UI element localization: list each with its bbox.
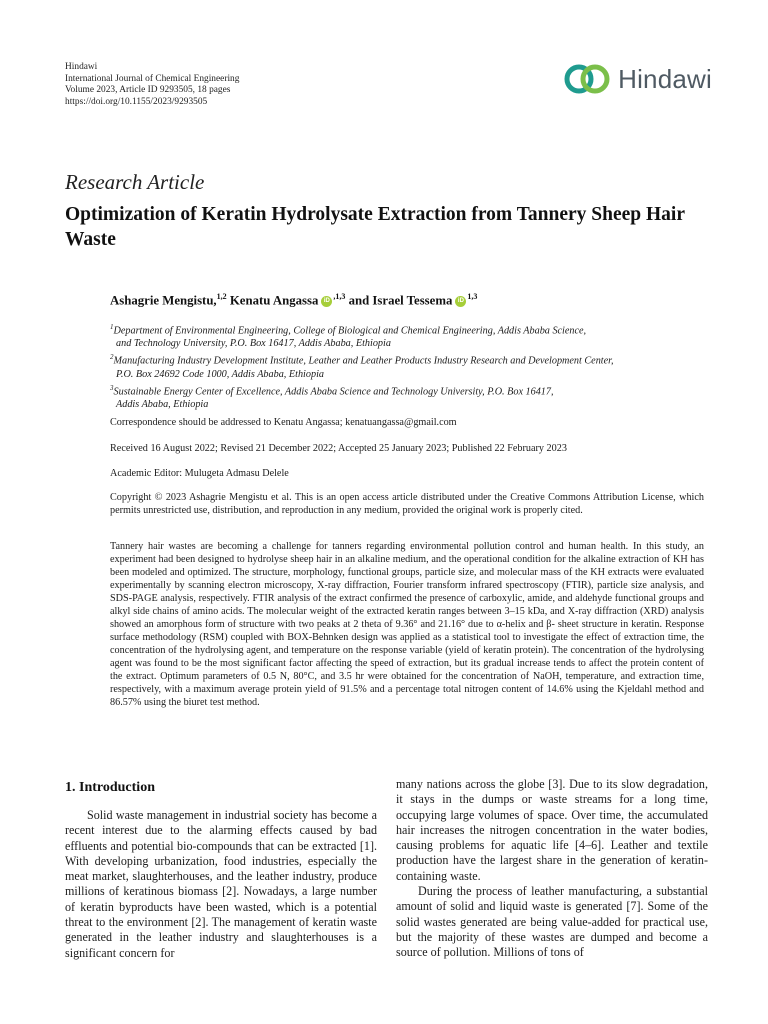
orcid-icon[interactable]: iD xyxy=(321,296,332,307)
article-type: Research Article xyxy=(65,170,205,194)
affiliation-text: Manufacturing Industry Development Institute, Leather and Leather Products Industry Research and Development Center, xyxy=(113,355,614,367)
affiliation-text: Department of Environmental Engineering, College of Biological and Chemical Engineering, Addis Ababa Science, xyxy=(113,325,587,337)
academic-editor: Academic Editor: Mulugeta Admasu Delele xyxy=(110,468,289,479)
affiliation xyxy=(110,382,720,411)
author-affil-ref: ,1,3 xyxy=(333,292,346,301)
affiliation xyxy=(110,321,720,350)
author-name: and Israel Tessema xyxy=(348,293,453,308)
journal-name: International Journal of Chemical Engineering xyxy=(65,73,240,84)
section-heading: 1. Introduction xyxy=(65,780,155,795)
logo-text: Hindawi xyxy=(618,63,712,94)
author-list xyxy=(110,292,477,308)
hindawi-logo xyxy=(562,62,712,96)
paragraph: many nations across the globe [3]. Due to its slow degradation, it stays in the dumps or waste streams for a long time, occupying large volumes of space. Over time, the accumulated hair increases the nitrogen concentration in the water bodies, causing problems for aquatic life [4–6]. Leather and textile production have the largest share in the generation of keratin-containing waste. xyxy=(396,777,708,883)
abstract-text: Tannery hair wastes are becoming a challenge for tanners regarding environmental pollution control and human health. In this study, an experiment had been designed to hydrolyse sheep hair in an alkaline medium, and the operational condition for the alkaline extraction of KH has been modeled and optimized. The structure, morphology, functional groups, particle size, and molecular mass of the KH extracts were evaluated experimentally by scanning electron microscopy, X-ray diffraction, Fourier transform infrared spectroscopy (FTIR), particle size analysis, and SDS-PAGE analysis, respectively. FTIR analysis of the extract confirmed the presence of carboxylic, amide, and aldehyde functional groups and alkyl side chains of amino acids. The molecular weight of the extracted keratin ranges between 3–15 kDa, and X-ray diffraction (XRD) analysis showed an amorphous form of structure with two peaks at 2 theta of 9.36° and 21.16° due to α-helix and β- sheet structure in keratin. Response surface methodology (RSM) coupled with BOX-Behnken design was applied as a statistical tool to investigate the effect of extraction time, the concentration of the hydrolysing agent, and temperature on the response variable (yield of keratin protein). The concentration of the hydrolysing agent was found to be the most significant factor affecting the speed of extraction, but its gradual increase tends to affect the protein content of the extract. Optimum parameters of 0.5 N, 80°C, and 3.5 hr were obtained for the concentration of NaOH, temperature, and extraction time, respectively, with a maximum average protein yield of 91.5% and a percentage total nitrogen content of 14.6% using the Kjeldahl method and 86.57% using the biuret test method. xyxy=(110,541,704,708)
affiliation xyxy=(110,351,720,380)
page-title: Optimization of Keratin Hydrolysate Extraction from Tannery Sheep Hair Waste xyxy=(65,204,685,250)
journal-meta xyxy=(65,62,239,108)
volume-info: Volume 2023, Article ID 9293505, 18 pages xyxy=(65,85,231,96)
affiliation-number: 3 xyxy=(110,383,114,392)
affiliation-number: 2 xyxy=(110,353,114,362)
orcid-icon[interactable]: iD xyxy=(455,296,466,307)
affiliation-number: 1 xyxy=(110,323,114,331)
left-column xyxy=(65,808,377,961)
author-affil-ref: 1,3 xyxy=(467,292,478,301)
publication-dates: Received 16 August 2022; Revised 21 December 2022; Accepted 25 January 2023; Published 22 February 2023 xyxy=(110,443,567,454)
affiliation-text: Sustainable Energy Center of Excellence, Addis Ababa Science and Technology University, P.O. Box 16417, xyxy=(113,386,554,398)
affiliations xyxy=(110,321,720,412)
hindawi-logo-icon xyxy=(562,62,612,96)
doi-link[interactable]: https://doi.org/10.1155/2023/9293505 xyxy=(65,96,208,107)
affiliation-text: P.O. Box 24692 Code 1000, Addis Ababa, Ethiopia xyxy=(116,368,324,380)
author-name: Ashagrie Mengistu, xyxy=(110,293,217,308)
publisher-name: Hindawi xyxy=(65,62,98,72)
copyright-notice: Copyright © 2023 Ashagrie Mengistu et al. This is an open access article distributed under the Creative Commons Attribution License, which permits unrestricted use, distribution, and reproduction in any medium, provided the original work is properly cited. xyxy=(110,492,704,516)
author-name: Kenatu Angassa xyxy=(229,293,319,308)
author-affil-ref: 1,2 xyxy=(216,292,227,301)
paragraph: During the process of leather manufacturing, a substantial amount of solid and liquid waste is generated [7]. Some of the solid wastes generated are being value-added for practical use, but the majority of these wastes are dumped and become a source of pollution. Millions of tons of xyxy=(396,884,708,960)
abstract xyxy=(110,540,704,709)
affiliation-text: and Technology University, P.O. Box 16417, Addis Ababa, Ethiopia xyxy=(116,338,391,350)
paragraph: Solid waste management in industrial society has become a recent interest due to the alarming effects caused by bad effluents and potential bio-compounds that can be extracted [1]. With developing urbanization, food industries, especially the meat market, slaughterhouses, and the leather industry, produce millions of keratinous biomass [2]. Nowadays, a large number of keratin byproducts have been wasted, which is a potential threat to the environment [2]. The management of keratin waste generated in the leather industry and slaughterhouses is a significant concern for xyxy=(65,808,377,960)
correspondence: Correspondence should be addressed to Kenatu Angassa; kenatuangassa@gmail.com xyxy=(110,417,457,428)
affiliation-text: Addis Ababa, Ethiopia xyxy=(116,399,209,411)
right-column xyxy=(396,777,708,961)
